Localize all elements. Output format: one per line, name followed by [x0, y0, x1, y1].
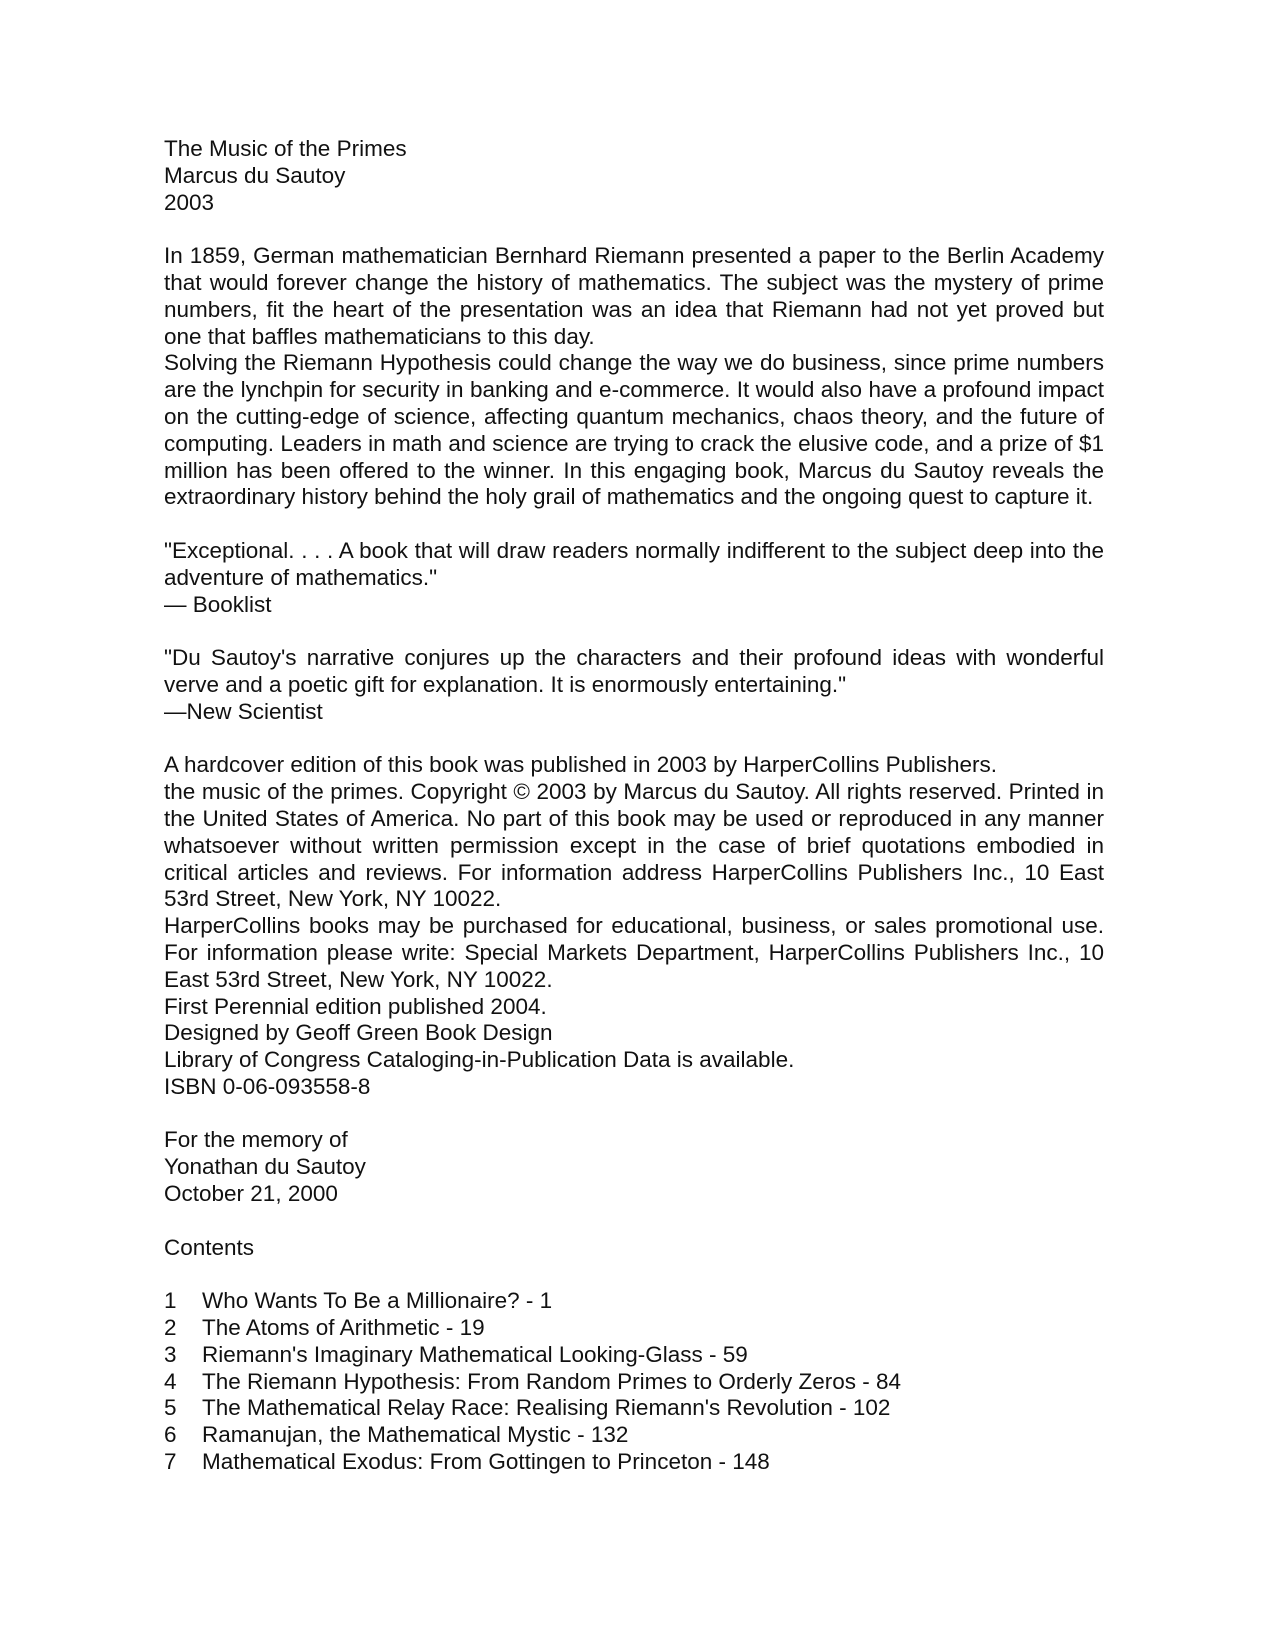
- toc-entry: [164, 1422, 1104, 1449]
- isbn: ISBN 0-06-093558-8: [164, 1073, 371, 1099]
- dedication-line-2: Yonathan du Sautoy: [164, 1154, 366, 1180]
- toc-entry: [164, 1315, 1104, 1342]
- toc-number: 4: [164, 1368, 177, 1394]
- toc-title: Ramanujan, the Mathematical Mystic - 132: [202, 1422, 629, 1448]
- toc-title: The Atoms of Arithmetic - 19: [202, 1315, 485, 1341]
- hardcover-note: A hardcover edition of this book was published in 2003 by HarperCollins Publishers.: [164, 752, 997, 778]
- review-source-2: —New Scientist: [164, 698, 323, 724]
- cip-note: Library of Congress Cataloging-in-Publication Data is available.: [164, 1047, 795, 1073]
- toc-entry: [164, 1449, 1104, 1476]
- toc-number: 3: [164, 1341, 177, 1367]
- review-quote-2: "Du Sautoy's narrative conjures up the characters and their profound ideas with wonderful verve and a poetic gift for explanation. It is enormously entertaining.": [164, 645, 1104, 697]
- edition-note: First Perennial edition published 2004.: [164, 993, 547, 1019]
- copyright-paragraph: the music of the primes. Copyright © 2003 by Marcus du Sautoy. All rights reserved. Printed in the United States of America. No part of this book may be used or reproduced in any manner whatsoever without written permission except in the case of brief quotations embodied in critical articles and reviews. For information address HarperCollins Publishers Inc., 10 East 53rd Street, New York, NY 10022.: [164, 779, 1104, 912]
- book-title: The Music of the Primes: [164, 136, 407, 161]
- toc-number: 5: [164, 1395, 177, 1421]
- description-paragraph-2: Solving the Riemann Hypothesis could change the way we do business, since prime numbers are the lynchpin for security in banking and e-commerce. It would also have a profound impact on the cutting-edge of science, affecting quantum mechanics, chaos theory, and the future of computing. Leaders in math and science are trying to crack the elusive code, and a prize of $1 million has been offered to the winner. In this engaging book, Marcus du Sautoy reveals the extraordinary history behind the holy grail of mathematics and the ongoing quest to capture it.: [164, 350, 1104, 510]
- dedication-line-3: October 21, 2000: [164, 1181, 338, 1207]
- toc-entry: [164, 1369, 1104, 1396]
- designer-note: Designed by Geoff Green Book Design: [164, 1020, 553, 1046]
- dedication-line-1: For the memory of: [164, 1127, 348, 1153]
- purchase-paragraph: HarperCollins books may be purchased for educational, business, or sales promotional use. For information please write: Special Markets Department, HarperCollins Publishers Inc., 10 East 53rd Street, New York, NY 10022.: [164, 913, 1104, 992]
- document-page: [164, 136, 1104, 1476]
- toc-title: Mathematical Exodus: From Gottingen to Princeton - 148: [202, 1449, 770, 1475]
- toc-title: Who Wants To Be a Millionaire? - 1: [202, 1288, 553, 1314]
- toc-title: Riemann's Imaginary Mathematical Looking-Glass - 59: [202, 1341, 748, 1367]
- description-paragraph-1: In 1859, German mathematician Bernhard Riemann presented a paper to the Berlin Academy that would forever change the history of mathematics. The subject was the mystery of prime numbers, fit the heart of the presentation was an idea that Riemann had not yet proved but one that baffles mathematicians to this day.: [164, 243, 1104, 349]
- toc-entry: [164, 1395, 1104, 1422]
- book-author: Marcus du Sautoy: [164, 162, 346, 188]
- contents-list: [164, 1288, 1104, 1476]
- toc-title: The Riemann Hypothesis: From Random Primes to Orderly Zeros - 84: [202, 1368, 901, 1394]
- contents-heading: Contents: [164, 1234, 255, 1260]
- toc-number: 1: [164, 1288, 177, 1314]
- review-source-1: — Booklist: [164, 591, 272, 617]
- toc-title: The Mathematical Relay Race: Realising Riemann's Revolution - 102: [202, 1395, 891, 1421]
- toc-number: 2: [164, 1315, 177, 1341]
- toc-number: 7: [164, 1449, 177, 1475]
- book-year: 2003: [164, 189, 215, 215]
- review-quote-1: "Exceptional. . . . A book that will draw readers normally indifferent to the subject deep into the adventure of mathematics.": [164, 537, 1104, 590]
- toc-number: 6: [164, 1422, 177, 1448]
- toc-entry: [164, 1288, 1104, 1315]
- toc-entry: [164, 1342, 1104, 1369]
